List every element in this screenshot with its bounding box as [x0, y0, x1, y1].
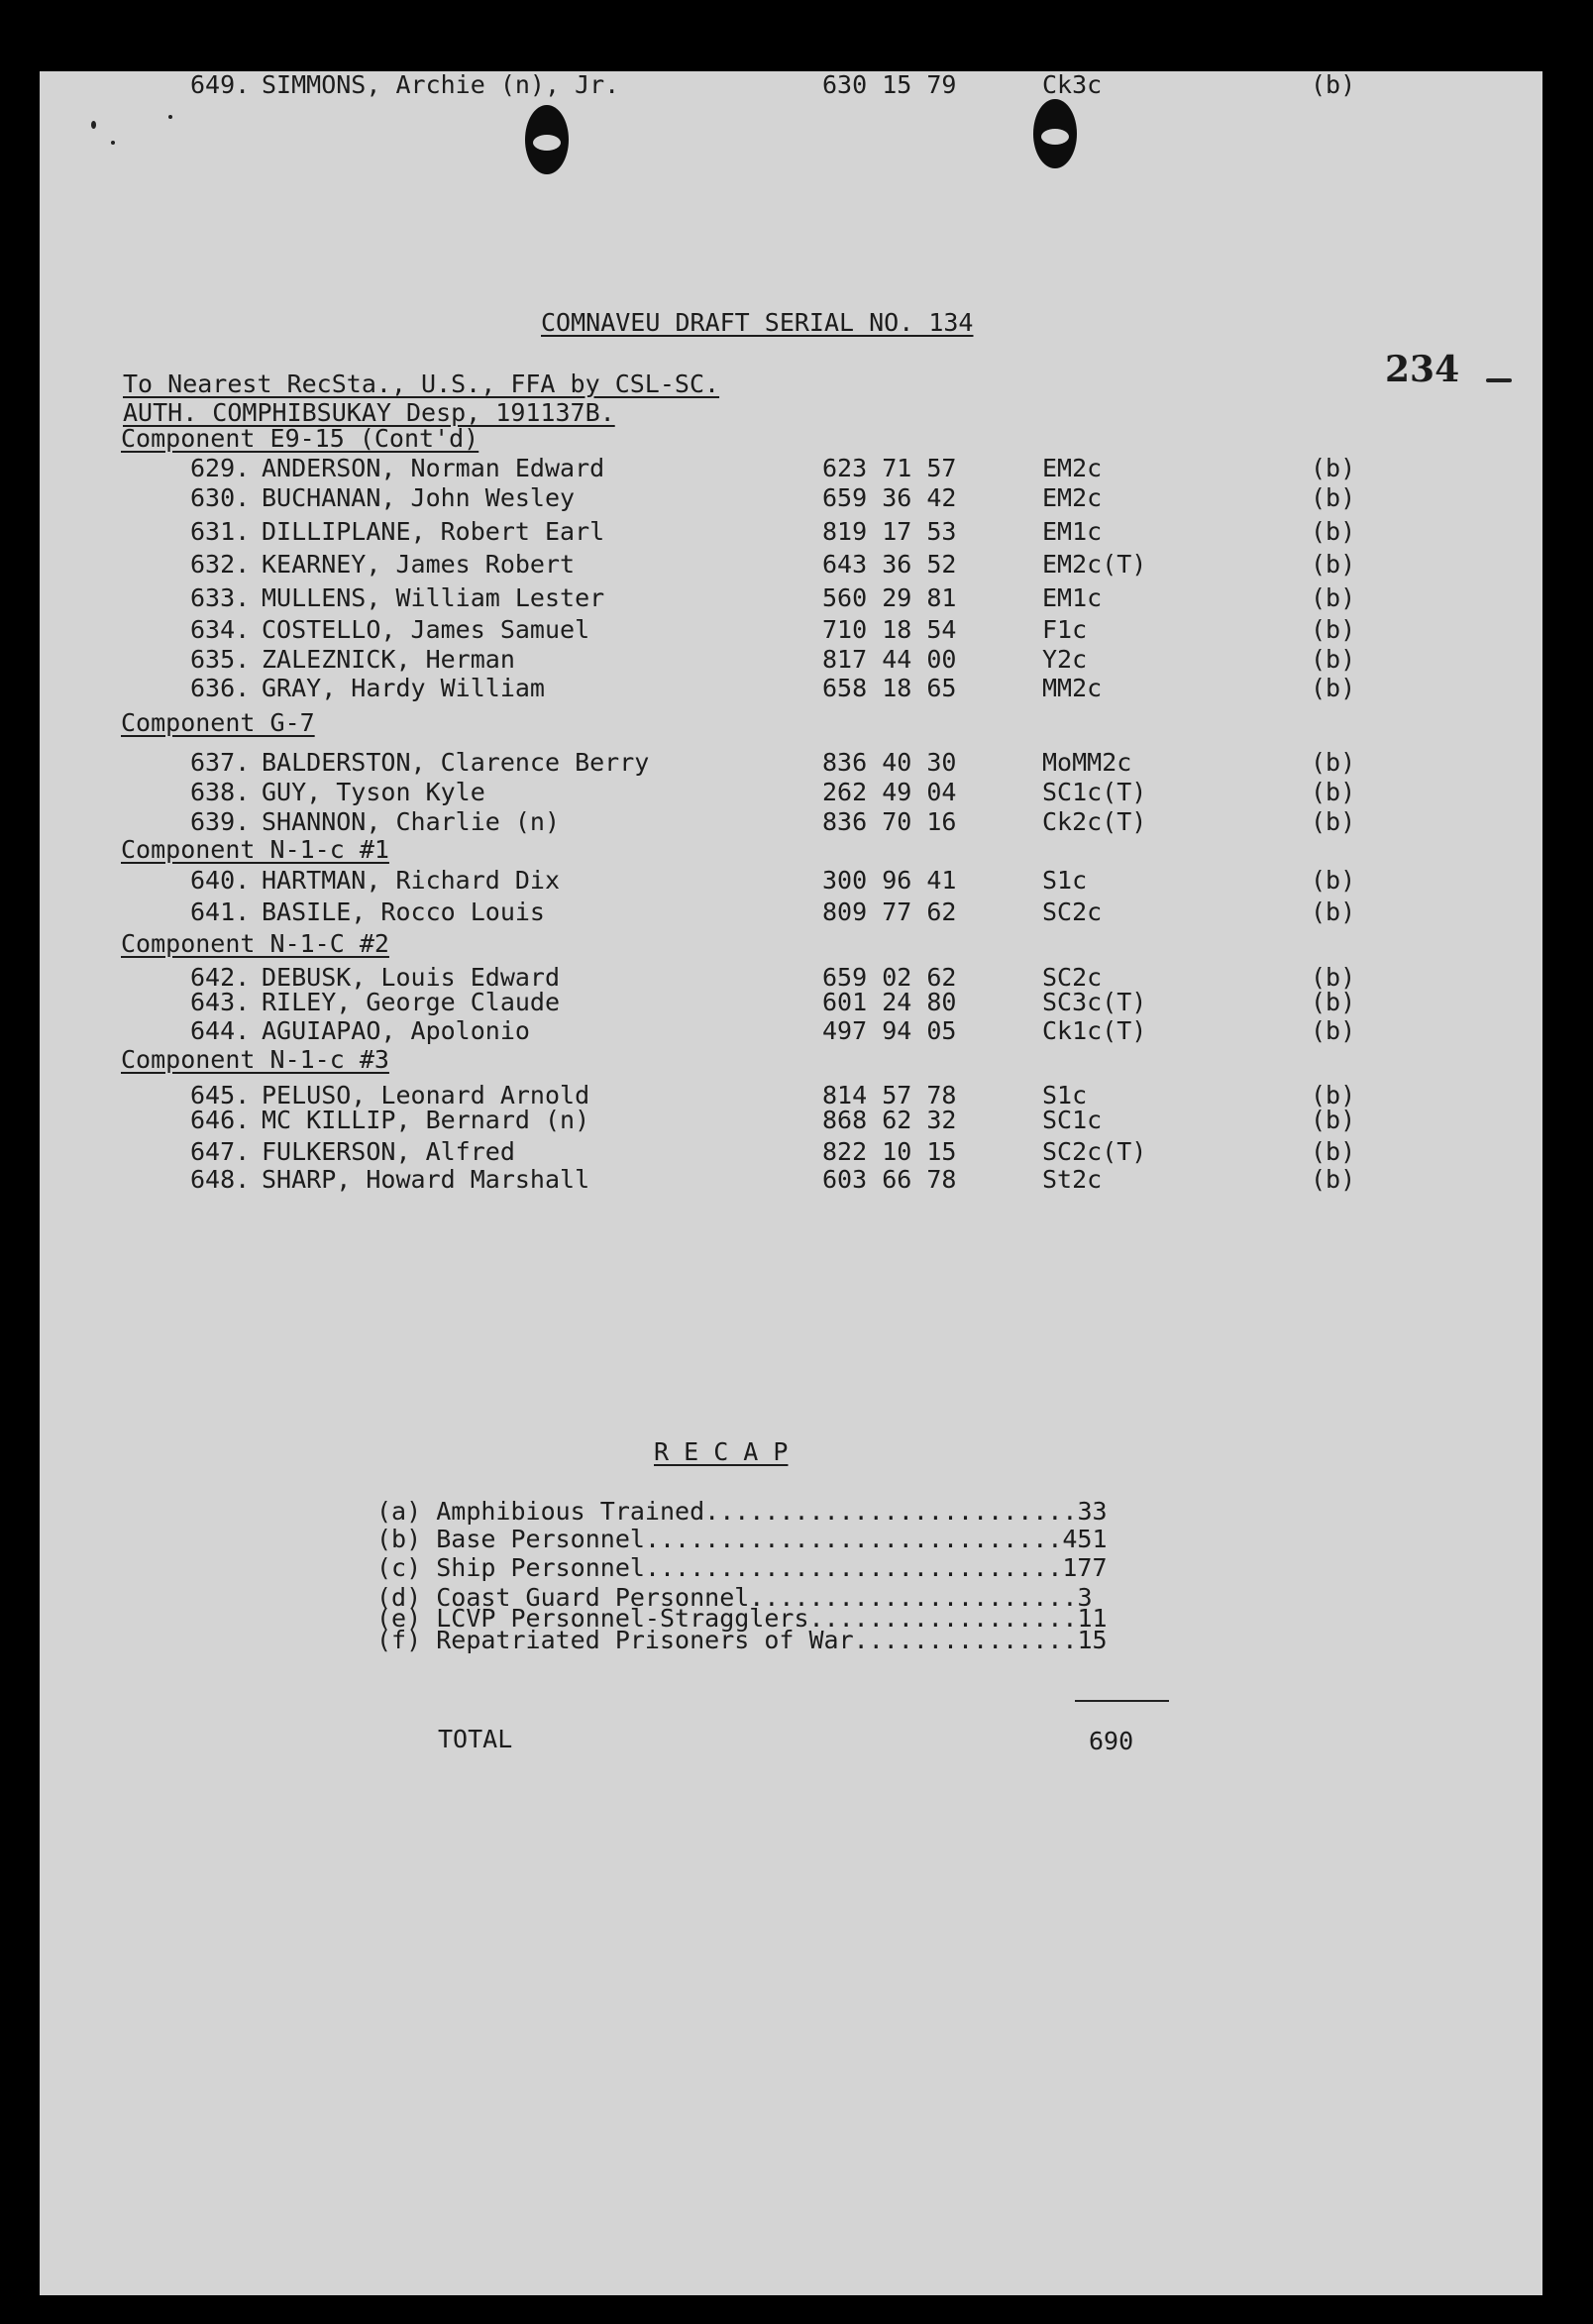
- recap-item: [376, 1498, 1108, 1526]
- entry-service-number: 868 62 32: [822, 1106, 957, 1134]
- component-heading: Component N-1-c #3: [121, 1045, 389, 1074]
- entry-name: COSTELLO, James Samuel: [262, 615, 590, 644]
- recap-label: Base Personnel: [436, 1525, 645, 1553]
- recap-leader: .........................: [704, 1497, 1078, 1526]
- entry-code: (b): [1311, 454, 1356, 482]
- entry-service-number: 659 36 42: [822, 483, 957, 512]
- entry-name: AGUIAPAO, Apolonio: [262, 1016, 530, 1045]
- paper-speck: [91, 121, 96, 129]
- entry-name: MC KILLIP, Bernard (n): [262, 1106, 590, 1134]
- entry-service-number: 809 77 62: [822, 898, 957, 926]
- entry-code: (b): [1311, 645, 1356, 674]
- paper-speck: [168, 115, 172, 119]
- entry-number: 638.: [190, 778, 251, 806]
- entry-rate: Ck2c(T): [1042, 807, 1147, 836]
- entry-rate: SC3c(T): [1042, 988, 1147, 1016]
- entry-number: 640.: [190, 866, 251, 895]
- punch-hole: [525, 105, 569, 174]
- entry-code: (b): [1311, 1106, 1356, 1134]
- document-page: [40, 71, 1542, 2295]
- entry-rate: St2c: [1042, 1165, 1103, 1194]
- entry-number: 639.: [190, 807, 251, 836]
- recap-key: (b): [376, 1525, 422, 1553]
- entry-name: BALDERSTON, Clarence Berry: [262, 748, 650, 777]
- entry-rate: SC1c(T): [1042, 778, 1147, 806]
- recap-key: (f): [376, 1626, 422, 1654]
- entry-number: 641.: [190, 898, 251, 926]
- total-value: 690: [1089, 1727, 1134, 1755]
- page-number: 234: [1385, 349, 1460, 390]
- recap-value: 3: [1077, 1583, 1093, 1612]
- entry-number: 636.: [190, 674, 251, 702]
- entry-name: FULKERSON, Alfred: [262, 1137, 515, 1166]
- entry-rate: SC2c(T): [1042, 1137, 1147, 1166]
- entry-code: (b): [1311, 615, 1356, 644]
- entry-rate: SC2c: [1042, 898, 1103, 926]
- entry-name: BASILE, Rocco Louis: [262, 898, 545, 926]
- entry-number: 644.: [190, 1016, 251, 1045]
- entry-code: (b): [1311, 1081, 1356, 1109]
- entry-number: 643.: [190, 988, 251, 1016]
- recap-leader: ............................: [644, 1525, 1063, 1553]
- entry-name: SHARP, Howard Marshall: [262, 1165, 590, 1194]
- entry-rate: SC2c: [1042, 963, 1103, 992]
- entry-code: (b): [1311, 748, 1356, 777]
- entry-service-number: 262 49 04: [822, 778, 957, 806]
- entry-rate: Ck3c: [1042, 70, 1103, 99]
- entry-name: HARTMAN, Richard Dix: [262, 866, 561, 895]
- recap-item: [376, 1526, 1108, 1553]
- entry-code: (b): [1311, 483, 1356, 512]
- recap-value: 177: [1062, 1553, 1108, 1582]
- entry-rate: EM1c: [1042, 517, 1103, 546]
- recap-key: (e): [376, 1604, 422, 1633]
- entry-code: (b): [1311, 988, 1356, 1016]
- entry-rate: EM1c: [1042, 583, 1103, 612]
- entry-name: GUY, Tyson Kyle: [262, 778, 485, 806]
- entry-code: (b): [1311, 1016, 1356, 1045]
- entry-rate: Ck1c(T): [1042, 1016, 1147, 1045]
- recap-item: [376, 1554, 1108, 1582]
- recap-value: 451: [1062, 1525, 1108, 1553]
- entry-service-number: 601 24 80: [822, 988, 957, 1016]
- entry-service-number: 300 96 41: [822, 866, 957, 895]
- recap-leader: ......................: [749, 1583, 1078, 1612]
- component-heading: Component E9-15 (Cont'd): [121, 424, 479, 453]
- entry-code: (b): [1311, 898, 1356, 926]
- entry-code: (b): [1311, 70, 1356, 99]
- entry-service-number: 819 17 53: [822, 517, 957, 546]
- entry-number: 649.: [190, 70, 251, 99]
- entry-name: DEBUSK, Louis Edward: [262, 963, 561, 992]
- entry-code: (b): [1311, 583, 1356, 612]
- entry-name: SHANNON, Charlie (n): [262, 807, 561, 836]
- total-rule: [1075, 1700, 1169, 1702]
- entry-number: 635.: [190, 645, 251, 674]
- entry-rate: MM2c: [1042, 674, 1103, 702]
- recap-label: LCVP Personnel-Stragglers: [436, 1604, 809, 1633]
- entry-name: DILLIPLANE, Robert Earl: [262, 517, 605, 546]
- entry-rate: EM2c: [1042, 483, 1103, 512]
- entry-service-number: 817 44 00: [822, 645, 957, 674]
- entry-number: 629.: [190, 454, 251, 482]
- recap-leader: ............................: [644, 1553, 1063, 1582]
- entry-code: (b): [1311, 674, 1356, 702]
- entry-name: GRAY, Hardy William: [262, 674, 545, 702]
- total-label: TOTAL: [438, 1725, 513, 1753]
- header-line: To Nearest RecSta., U.S., FFA by CSL-SC.: [123, 370, 720, 398]
- entry-code: (b): [1311, 1137, 1356, 1166]
- entry-code: (b): [1311, 517, 1356, 546]
- recap-label: Repatriated Prisoners of War: [436, 1626, 854, 1654]
- entry-name: RILEY, George Claude: [262, 988, 561, 1016]
- component-heading: Component N-1-c #1: [121, 835, 389, 864]
- entry-service-number: 497 94 05: [822, 1016, 957, 1045]
- recap-item: [376, 1627, 1108, 1654]
- entry-service-number: 836 40 30: [822, 748, 957, 777]
- entry-service-number: 658 18 65: [822, 674, 957, 702]
- recap-value: 11: [1077, 1604, 1108, 1633]
- component-heading: Component N-1-C #2: [121, 929, 389, 958]
- entry-name: ZALEZNICK, Herman: [262, 645, 515, 674]
- entry-number: 631.: [190, 517, 251, 546]
- entry-service-number: 659 02 62: [822, 963, 957, 992]
- paper-speck: [111, 141, 115, 145]
- entry-rate: S1c: [1042, 1081, 1088, 1109]
- recap-value: 15: [1077, 1626, 1108, 1654]
- entry-service-number: 560 29 81: [822, 583, 957, 612]
- entry-name: MULLENS, William Lester: [262, 583, 605, 612]
- entry-rate: EM2c(T): [1042, 550, 1147, 579]
- entry-service-number: 623 71 57: [822, 454, 957, 482]
- entry-service-number: 710 18 54: [822, 615, 957, 644]
- entry-number: 648.: [190, 1165, 251, 1194]
- entry-service-number: 814 57 78: [822, 1081, 957, 1109]
- entry-code: (b): [1311, 866, 1356, 895]
- entry-service-number: 630 15 79: [822, 70, 957, 99]
- entry-name: ANDERSON, Norman Edward: [262, 454, 605, 482]
- entry-name: SIMMONS, Archie (n), Jr.: [262, 70, 620, 99]
- entry-code: (b): [1311, 778, 1356, 806]
- entry-number: 630.: [190, 483, 251, 512]
- entry-service-number: 822 10 15: [822, 1137, 957, 1166]
- recap-value: 33: [1077, 1497, 1108, 1526]
- entry-code: (b): [1311, 550, 1356, 579]
- entry-name: BUCHANAN, John Wesley: [262, 483, 576, 512]
- entry-name: KEARNEY, James Robert: [262, 550, 576, 579]
- recap-key: (a): [376, 1497, 422, 1526]
- entry-service-number: 643 36 52: [822, 550, 957, 579]
- recap-leader: ...............: [853, 1626, 1078, 1654]
- paper-mark: [1486, 378, 1512, 382]
- punch-hole: [1033, 99, 1077, 168]
- entry-rate: Y2c: [1042, 645, 1088, 674]
- entry-number: 637.: [190, 748, 251, 777]
- entry-code: (b): [1311, 963, 1356, 992]
- entry-number: 645.: [190, 1081, 251, 1109]
- recap-label: Coast Guard Personnel: [436, 1583, 750, 1612]
- entry-rate: EM2c: [1042, 454, 1103, 482]
- entry-number: 633.: [190, 583, 251, 612]
- recap-label: Ship Personnel: [436, 1553, 645, 1582]
- entry-rate: S1c: [1042, 866, 1088, 895]
- entry-code: (b): [1311, 1165, 1356, 1194]
- entry-rate: F1c: [1042, 615, 1088, 644]
- recap-heading: R E C A P: [654, 1437, 789, 1466]
- entry-number: 647.: [190, 1137, 251, 1166]
- recap-key: (c): [376, 1553, 422, 1582]
- entry-number: 642.: [190, 963, 251, 992]
- entry-number: 632.: [190, 550, 251, 579]
- recap-leader: ..................: [808, 1604, 1078, 1633]
- component-heading: Component G-7: [121, 708, 315, 737]
- entry-number: 646.: [190, 1106, 251, 1134]
- document-title: COMNAVEU DRAFT SERIAL NO. 134: [541, 308, 974, 337]
- header-line: AUTH. COMPHIBSUKAY Desp, 191137B.: [123, 398, 615, 427]
- recap-key: (d): [376, 1583, 422, 1612]
- entry-rate: SC1c: [1042, 1106, 1103, 1134]
- entry-service-number: 603 66 78: [822, 1165, 957, 1194]
- entry-code: (b): [1311, 807, 1356, 836]
- entry-service-number: 836 70 16: [822, 807, 957, 836]
- entry-rate: MoMM2c: [1042, 748, 1132, 777]
- entry-name: PELUSO, Leonard Arnold: [262, 1081, 590, 1109]
- entry-number: 634.: [190, 615, 251, 644]
- recap-label: Amphibious Trained: [436, 1497, 705, 1526]
